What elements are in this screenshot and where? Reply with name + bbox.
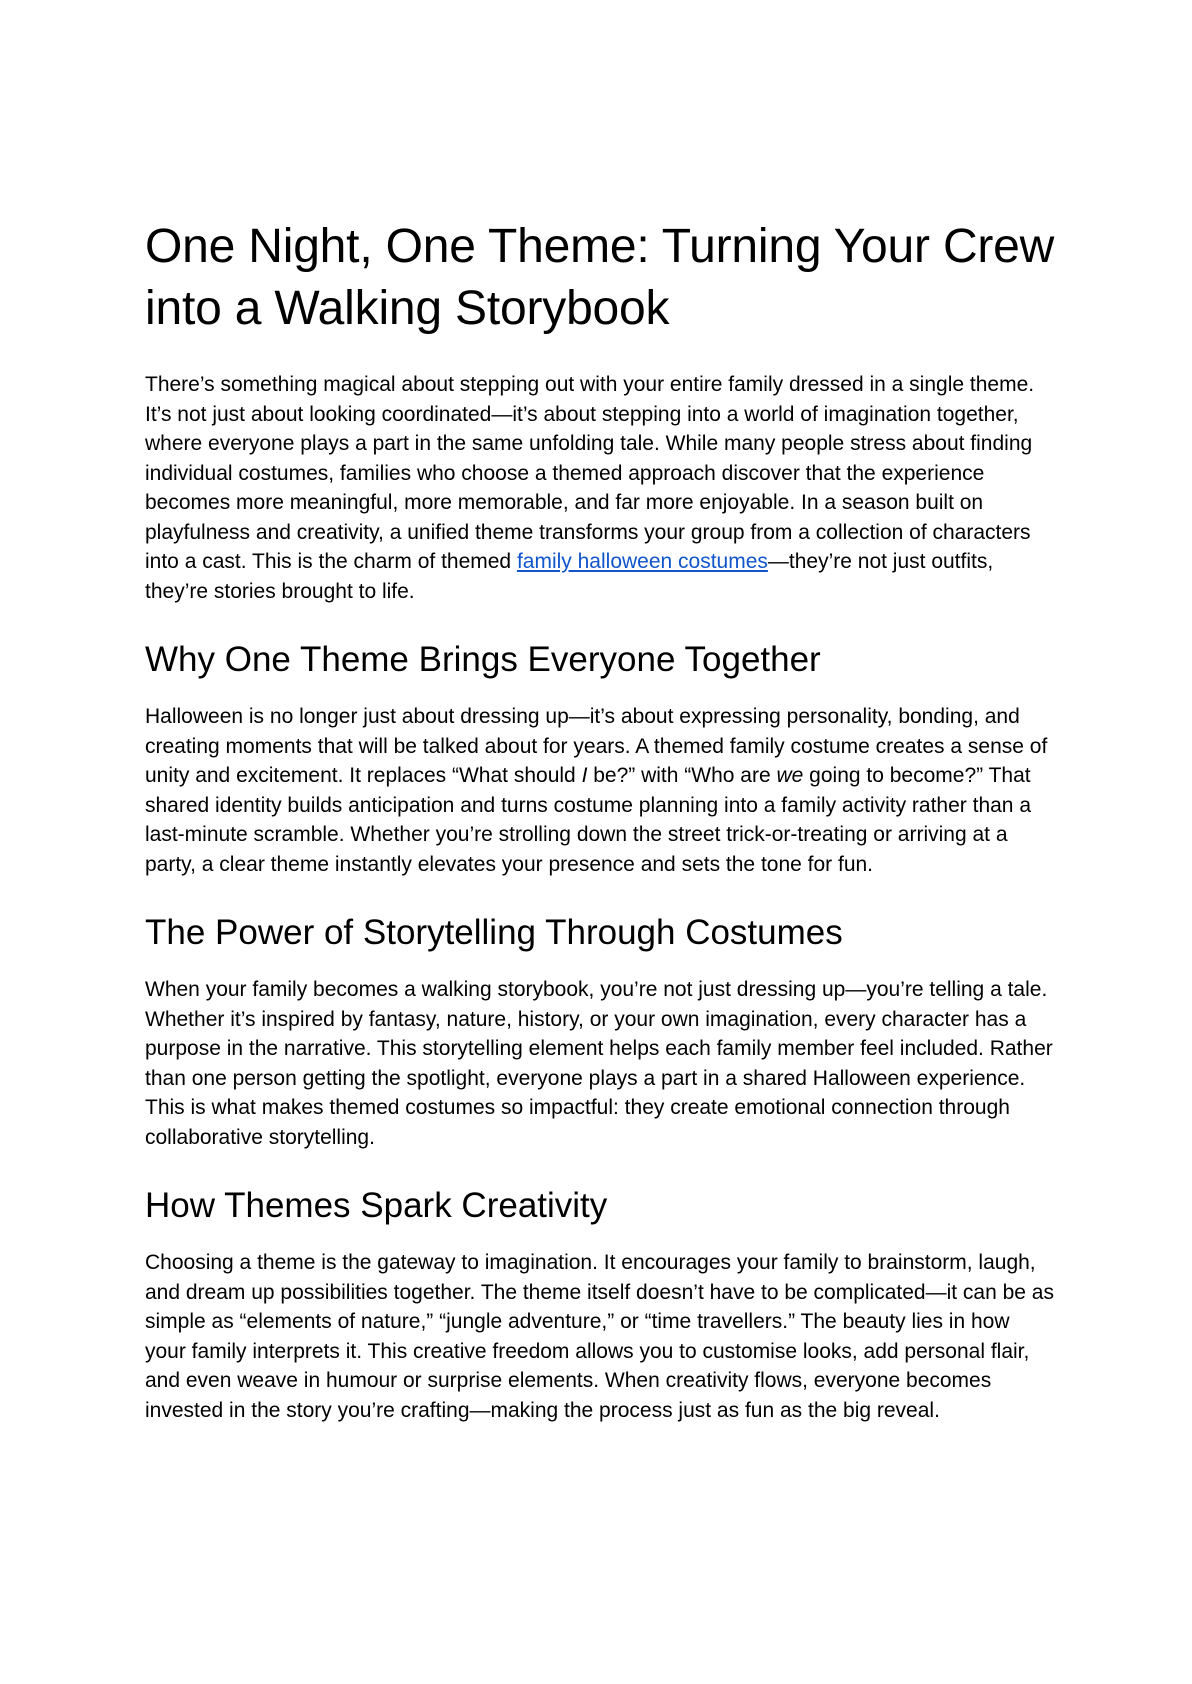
section-paragraph-why-one-theme	[145, 702, 1055, 879]
section-paragraph-storytelling: When your family becomes a walking storybook, you’re not just dressing up—you’re telling a tale. Whether it’s inspired by fantasy, nature, history, or your own imagination, every character has a purpose in the narrative. This storytelling element helps each family member feel included. Rather than one person getting the spotlight, everyone plays a part in a shared Halloween experience. This is what makes themed costumes so impactful: they create emotional connection through collaborative storytelling.	[145, 978, 1053, 1149]
section-paragraph-creativity: Choosing a theme is the gateway to imagination. It encourages your family to brainstorm, laugh, and dream up possibilities together. The theme itself doesn’t have to be complicated—it can be as simple as “elements of nature,” “jungle adventure,” or “time travellers.” The beauty lies in how your family interprets it. This creative freedom allows you to customise looks, add personal flair, and even weave in humour or surprise elements. When creativity flows, everyone becomes invested in the story you’re crafting—making the process just as fun as the big reveal.	[145, 1251, 1054, 1422]
section-heading-creativity: How Themes Spark Creativity	[145, 1186, 608, 1225]
emphasis-text: I	[581, 764, 588, 787]
paragraph-text: be?” with “Who are	[587, 764, 777, 787]
paragraph-text: going to become?” That shared identity builds anticipation and turns costume planning into a family activity rather than a last-minute scramble. Whether you’re strolling down the street trick-or-treating or arriving at a party, a clear theme instantly elevates your presence and sets the tone for fun.	[145, 764, 1031, 876]
intro-text: There’s something magical about stepping out with your entire family dressed in a single theme. It’s not just about looking coordinated—it’s about stepping into a world of imagination together, where everyone plays a part in the same unfolding tale. While many people stress about finding individual costumes, families who choose a themed approach discover that the experience becomes more meaningful, more memorable, and far more enjoyable. In a season built on playfulness and creativity, a unified theme transforms your group from a collection of characters into a cast. This is the charm of themed	[145, 373, 1035, 573]
emphasis-text: we	[776, 764, 804, 787]
paragraph-text: Halloween is no longer just about dressing up—it’s about expressing personality, bonding, and creating moments that will be talked about for years. A themed family costume creates a sense of unity and excitement. It replaces “What should	[145, 705, 1048, 787]
article-title: One Night, One Theme: Turning Your Crew into a Walking Storybook	[145, 220, 1055, 335]
document-page	[145, 216, 1055, 1425]
family-halloween-costumes-link[interactable]: family halloween costumes	[516, 550, 768, 573]
section-heading-why-one-theme: Why One Theme Brings Everyone Together	[145, 640, 821, 679]
intro-paragraph	[145, 370, 1055, 606]
section-heading-storytelling: The Power of Storytelling Through Costumes	[145, 913, 843, 952]
intro-text-end: —they’re not just outfits, they’re stories brought to life.	[145, 550, 994, 603]
